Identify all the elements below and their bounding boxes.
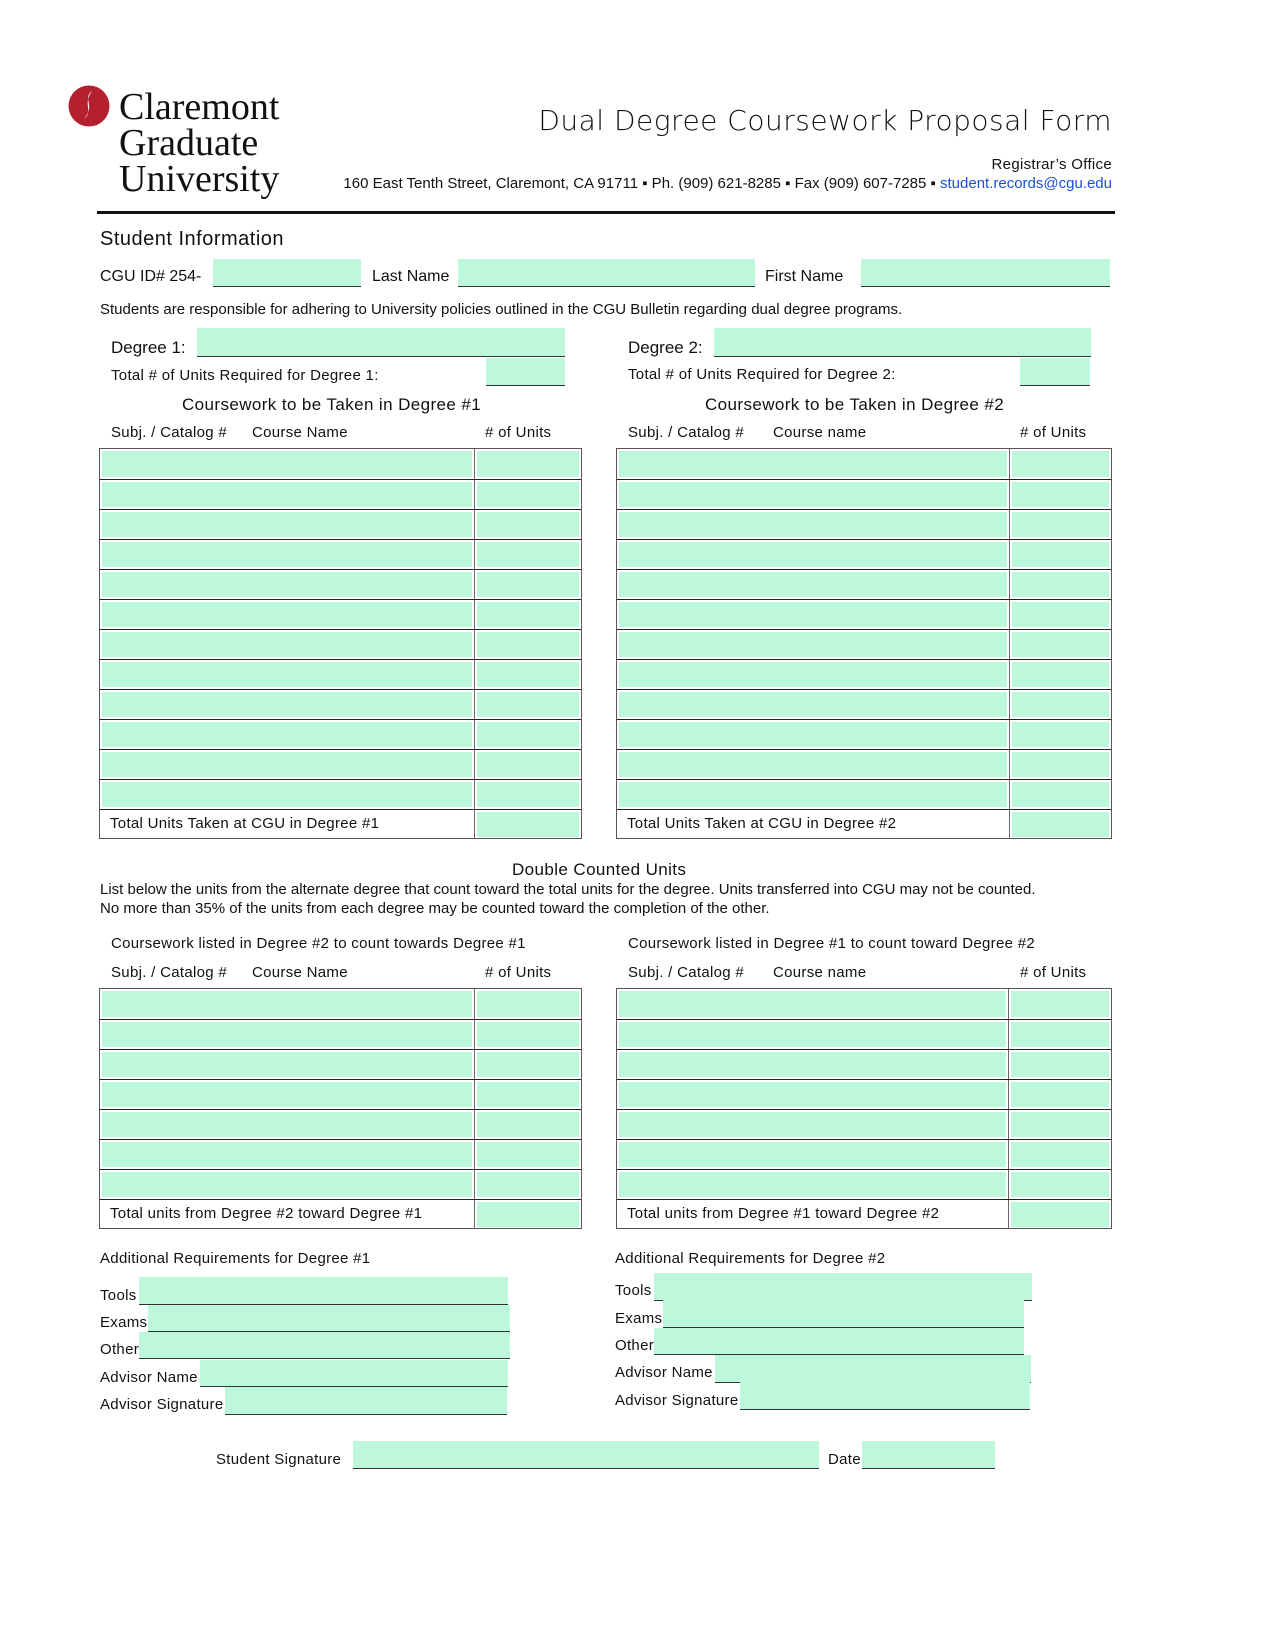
first-name-label: First Name <box>765 268 844 285</box>
cgu-flame-logo-icon <box>68 85 110 127</box>
table-row <box>617 1139 1111 1169</box>
units-input[interactable] <box>477 602 579 627</box>
units-input[interactable] <box>1012 752 1109 777</box>
degree2-units-label: Total # of Units Required for Degree 2: <box>628 366 896 383</box>
table-row <box>100 689 581 719</box>
col-header: Subj. / Catalog # <box>628 424 745 441</box>
logo-line3: University <box>119 158 280 200</box>
degree2-coursework-heading: Coursework to be Taken in Degree #2 <box>705 395 1005 414</box>
table-row <box>617 779 1111 809</box>
course-input[interactable] <box>619 692 1007 717</box>
total-units-input[interactable] <box>1011 1202 1109 1227</box>
units-input[interactable] <box>477 782 579 807</box>
table-row <box>100 599 581 629</box>
degree1-units-field[interactable] <box>486 358 565 386</box>
course-input[interactable] <box>619 1172 1006 1197</box>
table-row <box>100 719 581 749</box>
other-label: Other <box>100 1341 140 1358</box>
total-row <box>617 809 1111 839</box>
table-row <box>617 569 1111 599</box>
total-units-input[interactable] <box>477 1202 579 1227</box>
course-input[interactable] <box>102 1052 472 1077</box>
units-input[interactable] <box>477 1172 579 1197</box>
units-input[interactable] <box>1012 512 1109 537</box>
exams-label: Exams <box>615 1310 663 1327</box>
units-input[interactable] <box>477 482 579 507</box>
course-input[interactable] <box>619 752 1007 777</box>
course-input[interactable] <box>619 1082 1006 1107</box>
units-input[interactable] <box>1012 482 1109 507</box>
course-input[interactable] <box>102 722 472 747</box>
table-row <box>100 1049 581 1079</box>
units-input[interactable] <box>477 451 579 477</box>
course-input[interactable] <box>102 662 472 687</box>
units-input[interactable] <box>477 542 579 567</box>
advisor-name-label: Advisor Name <box>615 1364 713 1381</box>
units-input[interactable] <box>477 662 579 687</box>
degree1-label: Degree 1: <box>111 338 186 357</box>
units-input[interactable] <box>1012 602 1109 627</box>
units-input[interactable] <box>1011 1022 1109 1047</box>
units-input[interactable] <box>1012 632 1109 657</box>
double-counted-text: No more than 35% of the units from each degree may be counted toward the completion of the other. <box>100 900 770 917</box>
table-row <box>100 629 581 659</box>
units-input[interactable] <box>1011 1172 1109 1197</box>
degree2-exams-field[interactable] <box>663 1300 1024 1328</box>
double-counted-text: List below the units from the alternate degree that count toward the total units for the degree. Units transferred into CGU may not be counted. <box>100 881 1036 898</box>
units-input[interactable] <box>477 1022 579 1047</box>
table-row <box>617 1079 1111 1109</box>
units-input[interactable] <box>1011 1142 1109 1167</box>
course-input[interactable] <box>619 572 1007 597</box>
course-input[interactable] <box>102 482 472 507</box>
table-row <box>100 479 581 509</box>
course-input[interactable] <box>102 632 472 657</box>
table-row <box>100 659 581 689</box>
table-row <box>617 749 1111 779</box>
course-input[interactable] <box>102 1142 472 1167</box>
units-input[interactable] <box>477 1052 579 1077</box>
units-input[interactable] <box>477 722 579 747</box>
units-input[interactable] <box>1012 662 1109 687</box>
degree1-course-table <box>99 448 582 839</box>
first-name-field[interactable] <box>861 259 1110 287</box>
address-line <box>343 175 1112 192</box>
units-input[interactable] <box>477 752 579 777</box>
course-input[interactable] <box>619 632 1007 657</box>
total-label: Total Units Taken at CGU in Degree #2 <box>617 810 1010 839</box>
table-row <box>617 719 1111 749</box>
course-input[interactable] <box>619 662 1007 687</box>
units-input[interactable] <box>1012 572 1109 597</box>
table-row <box>617 989 1111 1019</box>
date-field[interactable] <box>862 1441 995 1469</box>
double-counted-heading: Double Counted Units <box>512 860 687 879</box>
additional2-heading: Additional Requirements for Degree #2 <box>615 1250 886 1267</box>
units-input[interactable] <box>1011 1052 1109 1077</box>
table-row <box>617 599 1111 629</box>
table-row <box>100 1139 581 1169</box>
degree2-course-table <box>616 448 1112 839</box>
units-input[interactable] <box>1012 542 1109 567</box>
total-units-input[interactable] <box>1012 812 1109 837</box>
table-row <box>617 689 1111 719</box>
degree1-advisor-name-field[interactable] <box>200 1360 508 1387</box>
double-left-table <box>99 988 582 1229</box>
course-input[interactable] <box>619 482 1007 507</box>
table-row <box>100 989 581 1019</box>
course-input[interactable] <box>102 1022 472 1047</box>
date-label: Date <box>828 1451 861 1468</box>
degree2-field[interactable] <box>714 328 1091 357</box>
degree2-tools-field[interactable] <box>654 1273 1032 1301</box>
logo-line1: Claremont <box>119 86 280 128</box>
address: 160 East Tenth Street, Claremont, CA 91711 ▪ Ph. (909) 621-8285 ▪ Fax (909) 607-7285 ▪ <box>343 175 940 192</box>
advisor-signature-label: Advisor Signature <box>615 1392 739 1409</box>
units-input[interactable] <box>1011 991 1109 1017</box>
table-row <box>617 1169 1111 1199</box>
degree2-advisor-name-field[interactable] <box>715 1355 1031 1383</box>
table-row <box>617 479 1111 509</box>
total-label: Total Units Taken at CGU in Degree #1 <box>100 810 475 839</box>
student-signature-field[interactable] <box>353 1441 819 1469</box>
total-row <box>100 1199 581 1229</box>
units-input[interactable] <box>477 1082 579 1107</box>
student-signature-label: Student Signature <box>216 1451 342 1468</box>
degree1-other-field[interactable] <box>139 1332 510 1359</box>
col-header: Course Name <box>252 424 348 441</box>
course-input[interactable] <box>102 1112 472 1137</box>
units-input[interactable] <box>1012 722 1109 747</box>
table-row <box>617 659 1111 689</box>
course-input[interactable] <box>619 542 1007 567</box>
table-row <box>617 1049 1111 1079</box>
units-input[interactable] <box>477 991 579 1017</box>
course-input[interactable] <box>619 991 1006 1017</box>
course-input[interactable] <box>102 752 472 777</box>
col-header: # of Units <box>485 964 552 981</box>
other-label: Other <box>615 1337 655 1354</box>
units-input[interactable] <box>477 1112 579 1137</box>
col-header: Subj. / Catalog # <box>111 424 228 441</box>
email-link[interactable]: student.records@cgu.edu <box>940 175 1112 192</box>
registrar-office: Registrar’s Office <box>991 156 1112 173</box>
units-input[interactable] <box>1012 782 1109 807</box>
course-input[interactable] <box>619 1052 1006 1077</box>
table-row <box>100 1169 581 1199</box>
double-right-table <box>616 988 1112 1229</box>
table-row <box>617 509 1111 539</box>
units-input[interactable] <box>1011 1082 1109 1107</box>
units-input[interactable] <box>477 512 579 537</box>
table-row <box>100 569 581 599</box>
col-header: # of Units <box>1020 964 1087 981</box>
col-header: Course name <box>773 424 867 441</box>
table-row <box>100 749 581 779</box>
units-input[interactable] <box>477 692 579 717</box>
course-input[interactable] <box>619 1112 1006 1137</box>
last-name-label: Last Name <box>372 268 450 285</box>
advisor-signature-label: Advisor Signature <box>100 1396 224 1413</box>
units-input[interactable] <box>1012 692 1109 717</box>
units-input[interactable] <box>477 572 579 597</box>
header-divider <box>97 211 1115 214</box>
course-input[interactable] <box>102 451 472 477</box>
course-input[interactable] <box>102 572 472 597</box>
total-row <box>617 1199 1111 1229</box>
tools-label: Tools <box>100 1287 137 1304</box>
course-input[interactable] <box>102 782 472 807</box>
degree2-units-field[interactable] <box>1020 358 1090 386</box>
degree1-field[interactable] <box>197 328 565 357</box>
total-units-input[interactable] <box>477 812 579 837</box>
advisor-name-label: Advisor Name <box>100 1369 198 1386</box>
degree2-advisor-signature-field[interactable] <box>740 1382 1030 1410</box>
total-label: Total units from Degree #1 toward Degree #2 <box>617 1200 1009 1229</box>
course-input[interactable] <box>102 991 472 1017</box>
course-input[interactable] <box>102 692 472 717</box>
table-row <box>617 1019 1111 1049</box>
cgu-id-field[interactable] <box>213 259 361 287</box>
col-header: Course Name <box>252 964 348 981</box>
course-input[interactable] <box>619 1142 1006 1167</box>
table-row <box>100 449 581 479</box>
course-input[interactable] <box>619 512 1007 537</box>
double-left-heading: Coursework listed in Degree #2 to count towards Degree #1 <box>111 935 526 952</box>
table-row <box>617 539 1111 569</box>
policy-text: Students are responsible for adhering to University policies outlined in the CGU Bulletin regarding dual degree programs. <box>100 301 903 318</box>
col-header: Subj. / Catalog # <box>628 964 745 981</box>
degree2-label: Degree 2: <box>628 338 703 357</box>
table-row <box>100 539 581 569</box>
total-label: Total units from Degree #2 toward Degree #1 <box>100 1200 475 1229</box>
course-input[interactable] <box>619 451 1007 477</box>
col-header: # of Units <box>485 424 552 441</box>
degree1-units-label: Total # of Units Required for Degree 1: <box>111 367 379 384</box>
exams-label: Exams <box>100 1314 148 1331</box>
units-input[interactable] <box>1011 1112 1109 1137</box>
cgu-id-label: CGU ID# 254- <box>100 268 202 285</box>
course-input[interactable] <box>102 1172 472 1197</box>
course-input[interactable] <box>619 782 1007 807</box>
table-row <box>100 509 581 539</box>
table-row <box>100 1079 581 1109</box>
table-row <box>617 629 1111 659</box>
col-header: Subj. / Catalog # <box>111 964 228 981</box>
logo-line2: Graduate <box>119 122 259 164</box>
course-input[interactable] <box>102 542 472 567</box>
course-input[interactable] <box>102 602 472 627</box>
degree1-exams-field[interactable] <box>148 1305 510 1332</box>
course-input[interactable] <box>102 1082 472 1107</box>
table-row <box>100 779 581 809</box>
units-input[interactable] <box>1012 451 1109 477</box>
table-row <box>617 449 1111 479</box>
section-student-info: Student Information <box>100 228 285 250</box>
tools-label: Tools <box>615 1282 652 1299</box>
course-input[interactable] <box>619 1022 1006 1047</box>
course-input[interactable] <box>102 512 472 537</box>
course-input[interactable] <box>619 602 1007 627</box>
course-input[interactable] <box>619 722 1007 747</box>
table-row <box>100 1019 581 1049</box>
degree2-other-field[interactable] <box>654 1328 1024 1355</box>
units-input[interactable] <box>477 632 579 657</box>
table-row <box>100 1109 581 1139</box>
degree1-tools-field[interactable] <box>139 1277 508 1305</box>
degree1-advisor-signature-field[interactable] <box>225 1387 507 1415</box>
additional1-heading: Additional Requirements for Degree #1 <box>100 1250 371 1267</box>
table-row <box>617 1109 1111 1139</box>
col-header: # of Units <box>1020 424 1087 441</box>
total-row <box>100 809 581 839</box>
col-header: Course name <box>773 964 867 981</box>
degree1-coursework-heading: Coursework to be Taken in Degree #1 <box>182 395 482 414</box>
last-name-field[interactable] <box>458 259 755 287</box>
form-title: Dual Degree Coursework Proposal Form <box>538 104 1112 137</box>
double-right-heading: Coursework listed in Degree #1 to count toward Degree #2 <box>628 935 1036 952</box>
units-input[interactable] <box>477 1142 579 1167</box>
